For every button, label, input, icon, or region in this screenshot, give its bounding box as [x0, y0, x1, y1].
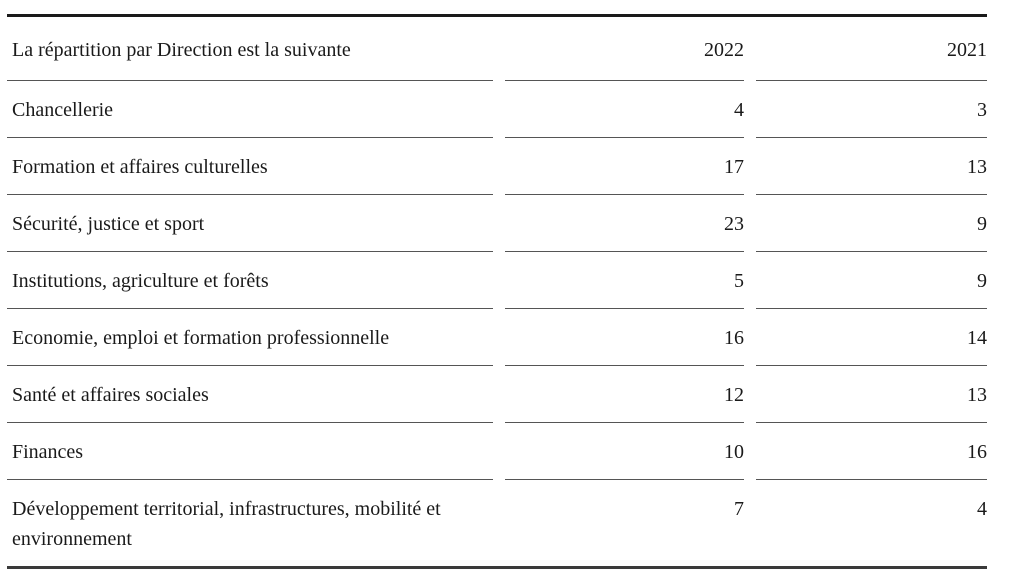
row-value-2022: 4 [505, 81, 744, 138]
row-value-2022: 17 [505, 138, 744, 195]
row-value-2022: 10 [505, 423, 744, 480]
table-row [7, 480, 987, 566]
row-label: Chancellerie [7, 81, 493, 138]
table-row [7, 309, 987, 366]
row-value-2021: 9 [756, 195, 987, 252]
table-row [7, 252, 987, 309]
row-value-2021: 9 [756, 252, 987, 309]
table-row [7, 423, 987, 480]
table-row [7, 138, 987, 195]
direction-table [7, 14, 987, 569]
table-row [7, 195, 987, 252]
row-value-2022: 7 [734, 498, 744, 520]
table-row [7, 366, 987, 423]
row-value-2022: 5 [505, 252, 744, 309]
row-value-2022: 16 [505, 309, 744, 366]
row-label: Développement territorial, infrastructures, mobilité et environnement [12, 498, 441, 550]
row-value-2022: 12 [505, 366, 744, 423]
row-value-2021: 13 [756, 138, 987, 195]
row-label: Formation et affaires culturelles [7, 138, 493, 195]
row-label: Sécurité, justice et sport [7, 195, 493, 252]
header-label: La répartition par Direction est la suivante [7, 17, 493, 81]
row-value-2021: 14 [756, 309, 987, 366]
row-label: Finances [7, 423, 493, 480]
header-2021: 2021 [756, 17, 987, 81]
table-bottom-rule [7, 566, 987, 569]
table-header-row [7, 17, 987, 81]
table-row [7, 81, 987, 138]
row-value-2021: 16 [756, 423, 987, 480]
row-label: Institutions, agriculture et forêts [7, 252, 493, 309]
row-label: Economie, emploi et formation professionnelle [7, 309, 493, 366]
row-label: Santé et affaires sociales [7, 366, 493, 423]
header-2022: 2022 [505, 17, 744, 81]
row-value-2022: 23 [505, 195, 744, 252]
row-value-2021: 3 [756, 81, 987, 138]
row-value-2021: 4 [977, 498, 987, 520]
row-value-2021: 13 [756, 366, 987, 423]
